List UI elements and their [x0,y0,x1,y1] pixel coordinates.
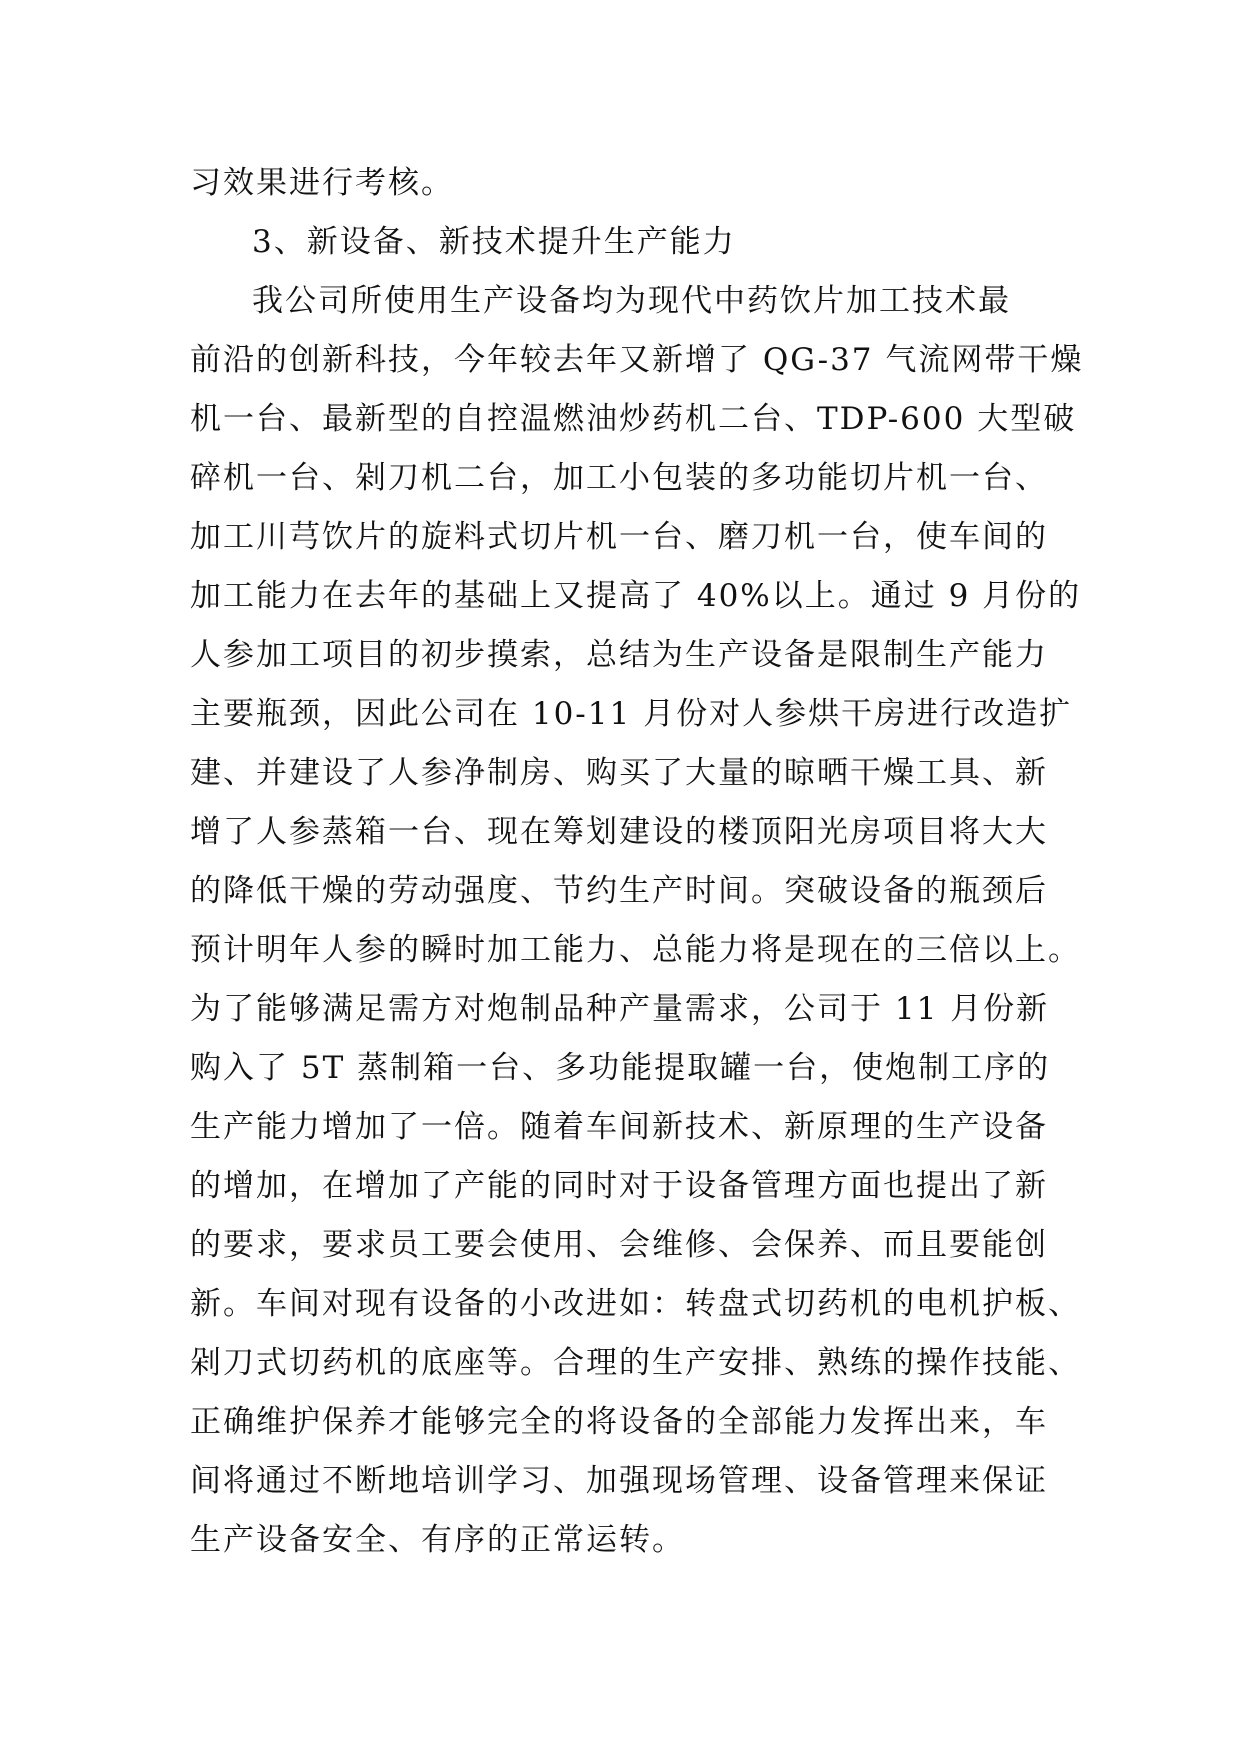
text-line: 主要瓶颈，因此公司在 10-11 月份对人参烘干房进行改造扩 [190,696,1073,732]
text-line: 间将通过不断地培训学习、加强现场管理、设备管理来保证 [190,1463,1048,1499]
text-line: 加工能力在去年的基础上又提高了 40%以上。通过 9 月份的 [190,578,1082,614]
text-line: 生产设备安全、有序的正常运转。 [190,1522,685,1558]
text-line: 人参加工项目的初步摸索，总结为生产设备是限制生产能力 [190,637,1048,673]
text-line: 我公司所使用生产设备均为现代中药饮片加工技术最 [252,283,1011,319]
section-heading: 3、新设备、新技术提升生产能力 [252,224,736,260]
text-line: 正确维护保养才能够完全的将设备的全部能力发挥出来，车 [190,1404,1048,1440]
text-line: 增了人参蒸箱一台、现在筹划建设的楼顶阳光房项目将大大 [190,814,1048,850]
text-line: 新。车间对现有设备的小改进如：转盘式切药机的电机护板、 [190,1286,1081,1322]
text-line: 剁刀式切药机的底座等。合理的生产安排、熟练的操作技能、 [190,1345,1081,1381]
text-line: 建、并建设了人参净制房、购买了大量的晾晒干燥工具、新 [190,755,1048,791]
text-line: 购入了 5T 蒸制箱一台、多功能提取罐一台，使炮制工序的 [190,1050,1051,1086]
text-line: 机一台、最新型的自控温燃油炒药机二台、TDP-600 大型破 [190,401,1077,437]
text-line: 的降低干燥的劳动强度、节约生产时间。突破设备的瓶颈后 [190,873,1048,909]
text-line: 为了能够满足需方对炮制品种产量需求，公司于 11 月份新 [190,991,1050,1027]
text-line: 加工川芎饮片的旋料式切片机一台、磨刀机一台，使车间的 [190,519,1048,555]
text-line: 的增加，在增加了产能的同时对于设备管理方面也提出了新 [190,1168,1048,1204]
text-line: 习效果进行考核。 [190,165,454,201]
text-line: 的要求，要求员工要会使用、会维修、会保养、而且要能创 [190,1227,1048,1263]
text-line: 碎机一台、剁刀机二台，加工小包装的多功能切片机一台、 [190,460,1048,496]
text-line: 前沿的创新科技，今年较去年又新增了 QG-37 气流网带干燥 [190,342,1084,378]
text-line: 预计明年人参的瞬时加工能力、总能力将是现在的三倍以上。 [190,932,1081,968]
text-line: 生产能力增加了一倍。随着车间新技术、新原理的生产设备 [190,1109,1048,1145]
body-text [190,154,1084,1570]
